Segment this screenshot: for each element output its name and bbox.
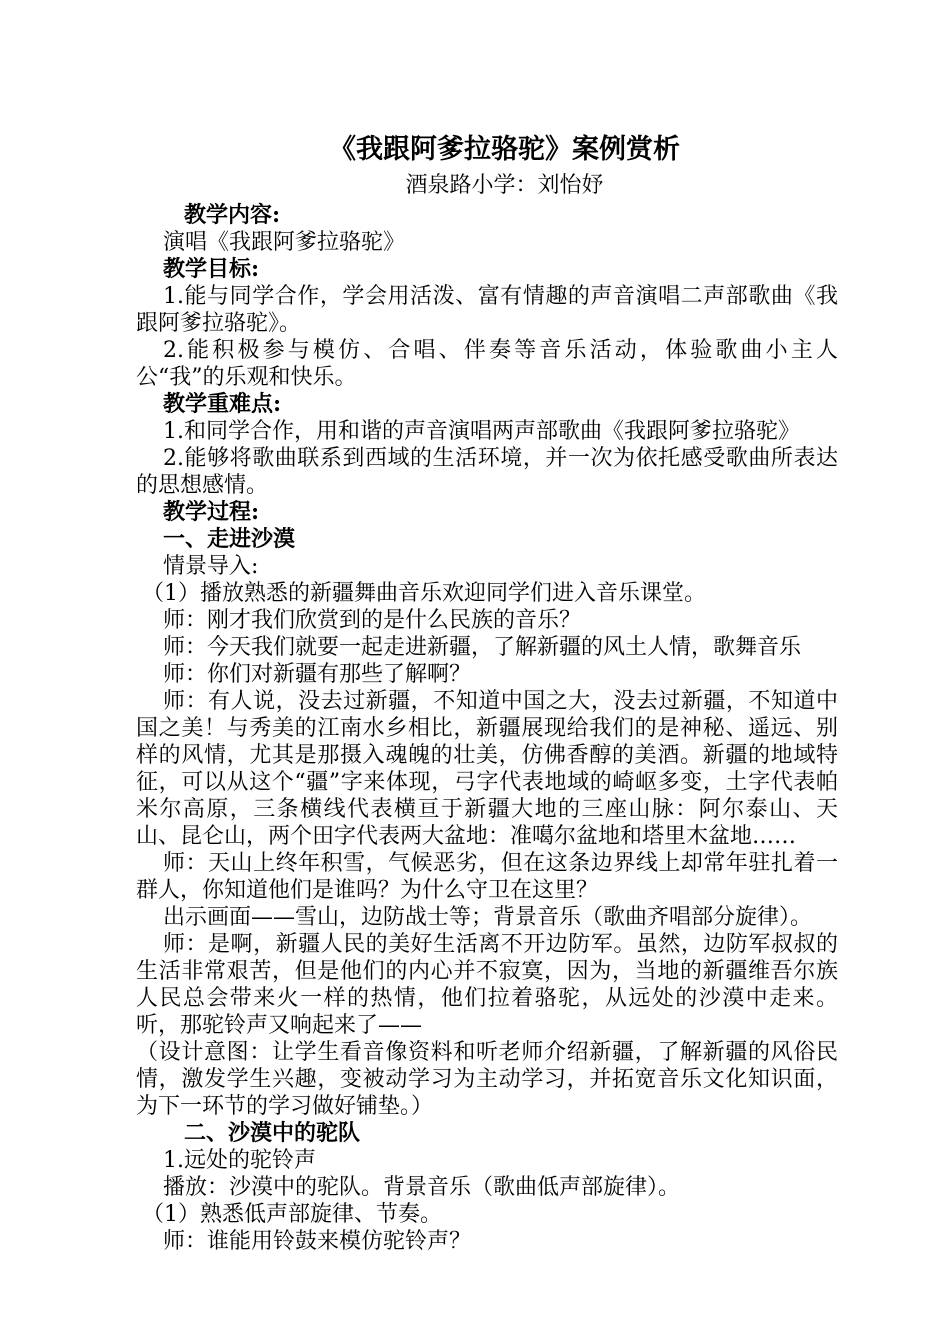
keypoints-heading: 教学重难点: xyxy=(163,391,282,417)
keypoint-item: 2.能够将歌曲联系到西域的生活环境，并一次为依托感受歌曲所表达的思想感情。 xyxy=(136,446,838,498)
author-line: 酒泉路小学：刘怡妤 xyxy=(405,173,604,198)
teacher-line: 师：今天我们就要一起走进新疆，了解新疆的风土人情，歌舞音乐 xyxy=(163,635,802,660)
content-heading: 教学内容: xyxy=(184,202,281,228)
document-page xyxy=(136,130,838,1255)
show-line: 出示画面——雪山，边防战士等；背景音乐（歌曲齐唱部分旋律）。 xyxy=(163,905,813,930)
section-heading: 二、沙漠中的驼队 xyxy=(184,1120,361,1146)
content-text: 演唱《我跟阿爹拉骆驼》 xyxy=(163,230,406,255)
scene-intro: 情景导入: xyxy=(163,554,259,579)
teacher-line: 师：是啊，新疆人民的美好生活离不开边防军。虽然，边防军叔叔的生活非常艰苦，但是他们的内心并不寂寞，因为，当地的新疆维吾尔族人民总会带来火一样的热情，他们拉着骆驼，从远处的沙漠中走来。听，那驼铃声又响起来了—— xyxy=(136,932,838,1038)
teacher-line: 师：谁能用铃鼓来模仿驼铃声？ xyxy=(163,1229,472,1254)
subsection-heading: 1.远处的驼铃声 xyxy=(163,1148,316,1173)
play-line: 播放：沙漠中的驼队。背景音乐（歌曲低声部旋律）。 xyxy=(163,1175,681,1200)
list-item: （1）播放熟悉的新疆舞曲音乐欢迎同学们进入音乐课堂。 xyxy=(142,581,706,606)
keypoint-item: 1.和同学合作，用和谐的声音演唱两声部歌曲《我跟阿爹拉骆驼》 xyxy=(163,419,800,444)
teacher-line: 师：你们对新疆有那些了解啊？ xyxy=(163,662,472,687)
goal-item: 1.能与同学合作，学会用活泼、富有情趣的声音演唱二声部歌曲《我跟阿爹拉骆驼》。 xyxy=(136,284,838,336)
design-intent: （设计意图：让学生看音像资料和听老师介绍新疆，了解新疆的风俗民情，激发学生兴趣，变被动学习为主动学习，并拓宽音乐文化知识面，为下一环节的学习做好铺垫。） xyxy=(136,1040,838,1119)
teacher-line: 师：有人说，没去过新疆，不知道中国之大，没去过新疆，不知道中国之美！与秀美的江南水乡相比，新疆展现给我们的是神秘、遥远、别样的风情，尤其是那摄入魂魄的壮美，仿佛香醇的美酒。新疆的地域特征，可以从这个“疆”字来体现，弓字代表地域的崎岖多变，土字代表帕米尔高原，三条横线代表横亘于新疆大地的三座山脉：阿尔泰山、天山、昆仑山，两个田字代表两大盆地：准噶尔盆地和塔里木盆地…… xyxy=(136,689,838,849)
list-item: （1）熟悉低声部旋律、节奏。 xyxy=(142,1202,442,1227)
teacher-line: 师：刚才我们欣赏到的是什么民族的音乐？ xyxy=(163,608,582,633)
goals-heading: 教学目标: xyxy=(163,256,260,282)
document-title: 《我跟阿爹拉骆驼》案例赏析 xyxy=(329,134,680,165)
teacher-line: 师：天山上终年积雪，气候恶劣，但在这条边界线上却常年驻扎着一群人，你知道他们是谁吗？为什么守卫在这里？ xyxy=(136,851,838,903)
process-heading: 教学过程: xyxy=(163,499,260,525)
goal-item: 2.能积极参与模仿、合唱、伴奏等音乐活动，体验歌曲小主人公“我”的乐观和快乐。 xyxy=(136,338,838,390)
section-heading: 一、走进沙漠 xyxy=(163,526,296,552)
